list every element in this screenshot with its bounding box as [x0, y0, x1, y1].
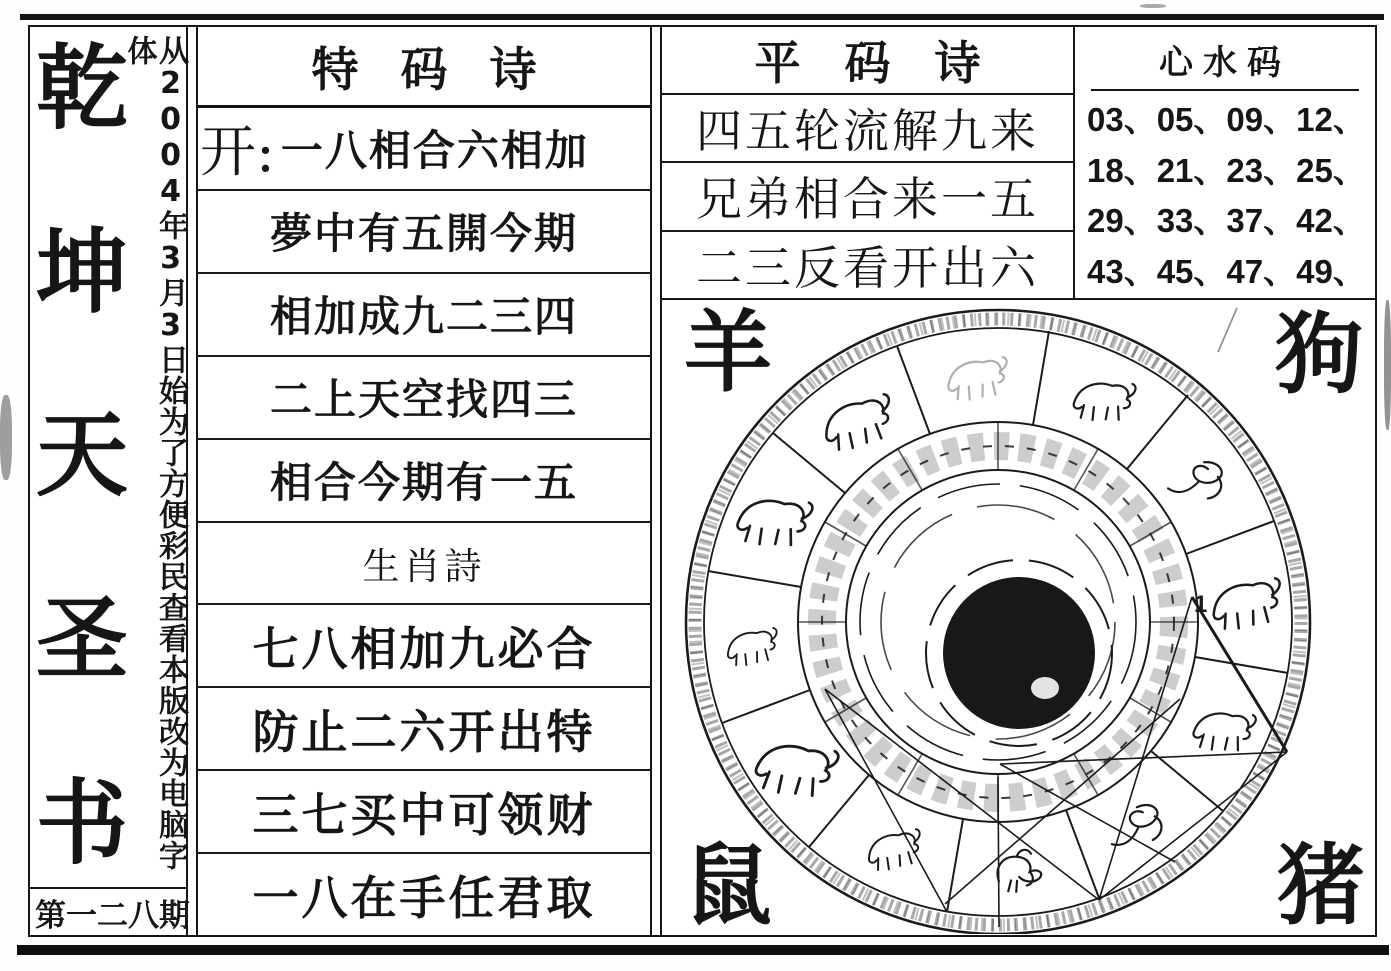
- poem-row: [198, 771, 650, 854]
- column-divider: [650, 27, 662, 935]
- poem-line: 七八相加九必合: [252, 621, 596, 676]
- poem-line: 三七买中可领财: [252, 787, 596, 842]
- zodiac-sketch-horse: [1211, 578, 1284, 631]
- zodiac-sketch-rooster: [996, 848, 1043, 893]
- poem-row: [662, 163, 1073, 231]
- scan-smudge: [0, 395, 12, 480]
- poem-line: 生肖詩: [362, 544, 486, 588]
- zodiac-sketch-goat: [1192, 707, 1257, 755]
- corner-label-dog: 狗: [1274, 302, 1363, 406]
- edition-note-vertical: [121, 27, 188, 887]
- sheet-title-vertical: [30, 27, 134, 887]
- zodiac-sketch-ox: [735, 493, 813, 551]
- poem-line: 一八相合六相加: [280, 126, 589, 176]
- poem-line: 二上天空找四三: [269, 375, 578, 425]
- zodiac-sketch-dog: [866, 829, 924, 872]
- poem-row: [198, 688, 650, 771]
- bottom-rule: [17, 945, 1389, 955]
- poem-row: [198, 605, 650, 688]
- poem-line: 相加成九二三四: [269, 292, 578, 342]
- stray-mark: 1: [1194, 591, 1208, 618]
- title-char: 圣: [35, 585, 128, 693]
- zodiac-sketch-dragon: [1072, 378, 1136, 424]
- scan-smudge: [1140, 4, 1166, 8]
- special-poem-table: [198, 27, 650, 935]
- heart-codes-numbers: [1081, 91, 1369, 296]
- special-poem-rows: [198, 108, 650, 935]
- page-frame: [28, 25, 1377, 937]
- zodiac-sketch-pig: [752, 736, 839, 803]
- left-title-main: [30, 27, 186, 887]
- poem-row: [198, 191, 650, 274]
- zodiac-sketch-rat: [726, 628, 780, 667]
- poem-line: 四五轮流解九来: [696, 104, 1039, 159]
- zodiac-sketch-snake: [1168, 456, 1225, 500]
- heart-codes-row: 29、33、37、42、: [1087, 202, 1366, 240]
- zodiac-sketch-tiger: [820, 393, 897, 452]
- edition-note-text: 从2004年3月3日始为了方便彩民查看本版改为电脑字体: [121, 35, 188, 871]
- title-char: 书: [35, 769, 128, 877]
- corner-label-pig: 猪: [1276, 833, 1365, 937]
- normal-poem-title: 平码诗: [754, 36, 1025, 90]
- right-top-band: [662, 27, 1375, 300]
- open-prefix: 开:: [200, 120, 275, 186]
- poem-line: 相合今期有一五: [269, 458, 578, 508]
- special-poem-title: 特码诗: [311, 42, 579, 98]
- right-section: [662, 27, 1375, 935]
- poem-row: [198, 523, 650, 606]
- heart-codes-row: 18、21、23、25、: [1087, 151, 1366, 189]
- poem-row: [198, 357, 650, 440]
- title-char: 坤: [35, 218, 128, 326]
- title-char: 天: [35, 402, 128, 510]
- poem-row: [198, 440, 650, 523]
- scan-smudge: [1384, 300, 1391, 430]
- poem-line: 二三反看开出六: [696, 240, 1039, 295]
- corner-label-goat: 羊: [684, 300, 773, 404]
- corner-label-rat: 鼠: [684, 833, 773, 937]
- heart-codes-row: 03、05、09、12、: [1087, 101, 1366, 139]
- heart-codes-box: [1075, 27, 1375, 298]
- wheel-center-blob: [926, 560, 1112, 746]
- zodiac-sketch-rabbit: [947, 357, 1010, 401]
- issue-number: [30, 887, 190, 935]
- poem-row: [198, 108, 650, 191]
- top-rule: [20, 14, 1384, 20]
- poem-line: 防止二六开出特: [252, 704, 596, 759]
- issue-number-text: 第一二八期: [35, 897, 190, 934]
- poem-line: 一八在手任君取: [252, 870, 596, 925]
- poem-row: [662, 95, 1073, 163]
- column-divider: [186, 27, 198, 935]
- poem-line: 夢中有五開今期: [269, 209, 578, 259]
- zodiac-wheel-panel: [662, 300, 1375, 935]
- poem-row: [198, 854, 650, 935]
- left-title-column: [30, 27, 190, 935]
- poem-row: [198, 274, 650, 357]
- poem-row: [662, 232, 1073, 298]
- heart-codes-header: [1091, 35, 1359, 91]
- special-poem-header: [198, 27, 650, 108]
- poem-line: 兄弟相合来一五: [696, 172, 1039, 227]
- title-char: 乾: [35, 35, 128, 142]
- normal-poem-header: [662, 27, 1073, 95]
- zodiac-sketch-monkey: [1106, 803, 1163, 847]
- heart-codes-title: 心水码: [1159, 43, 1291, 83]
- normal-poem-table: [662, 27, 1075, 298]
- heart-codes-row: 43、45、47、49、: [1087, 252, 1366, 290]
